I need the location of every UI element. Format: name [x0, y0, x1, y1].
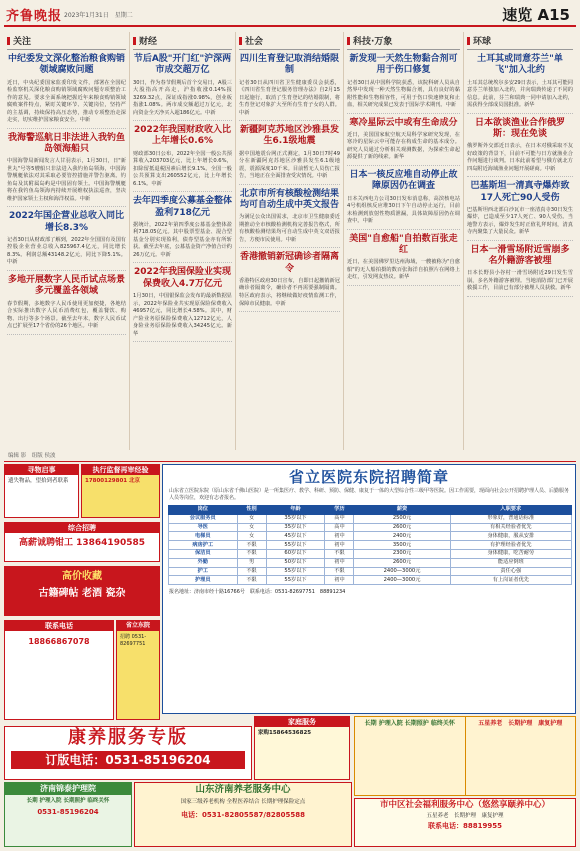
table-cell: 不限 — [237, 576, 266, 585]
table-cell: 2600元 — [354, 558, 450, 567]
article-body: 记者30日从中国科学院获悉，该院科研人员从自然界中发现一种天然生物黏合剂，具有良好的黏附性能和生物相容性，可用于伤口快速修复和止血，相关研究成果已发表于国际学术期刊。中新 — [347, 79, 460, 109]
table-cell: 不限 — [325, 567, 354, 576]
article-headline[interactable]: 寒冷星际云中或有生命成分 — [349, 117, 458, 128]
column-3 — [236, 32, 344, 450]
table-cell: 60岁以下 — [266, 549, 325, 558]
heading-marker-icon — [133, 37, 136, 45]
article-body: 近日，在美国佛罗里达州海域，一艘被称为"自愈船"的无人船拍摄的数百张海洋自拍照片在网络上走红，引发网友热议。新华 — [347, 259, 460, 281]
ad-hospital-recruitment — [162, 464, 576, 714]
ad-home-head: 家庭服务 — [255, 717, 349, 727]
article-divider — [7, 206, 126, 207]
article-body: 春节假期，多地数字人民币使用更加便捷，各地结合实际推出数字人民币消费红包，覆盖餐饮、购物、出行等多个场景。截至去年末，数字人民币试点已扩展至17个省份的26个地区。中新 — [7, 300, 126, 330]
article-divider — [239, 184, 340, 185]
table-cell: 高中 — [325, 514, 354, 523]
article-divider — [7, 128, 126, 129]
table-cell: 不限 — [237, 549, 266, 558]
newspaper-logo: 齐鲁晚报 — [6, 9, 63, 24]
fuli-phone: 联系电话：88819955 — [428, 822, 502, 831]
heading-marker-icon — [347, 37, 350, 45]
article-body: 俄罗斯外交部近日表示，在日本对俄采取不友好政策的背景下，目前不可能与日方就渔业合作问题进行谈判。日本此前希望与俄方就北方四岛附近海域渔业问题开展磋商。中新 — [467, 143, 573, 172]
ad-collect-text: 古籍碑帖 老酒 瓷杂 — [38, 587, 126, 599]
article-headline[interactable]: 日本一核反应堆自动停止故障原因仍在调查 — [349, 170, 458, 192]
ad-contact-head: 联系电话 — [5, 621, 113, 631]
article-body: 记者30日从财政部了解到，2022年全国国有及国有控股企业营业总收入825967.4亿元，同比增长8.3%。利润总额43148.2亿元，同比下降5.1%。中新 — [7, 236, 126, 266]
ad-collect-head: 高价收藏 — [62, 571, 102, 582]
table-cell: 有护理经验者优先 — [450, 541, 571, 550]
heading-marker-icon — [7, 37, 10, 45]
article-headline[interactable]: 2022年我国保险业实现保费收入4.7万亿元 — [133, 267, 232, 289]
column-heading-label: 财经 — [139, 37, 158, 47]
table-cell: 外勤 — [169, 558, 238, 567]
article-headline[interactable]: 巴基斯坦一清真寺爆炸致17人死亡90人受伤 — [470, 181, 570, 203]
table-cell: 2500元 — [354, 514, 450, 523]
table-cell: 不限 — [237, 567, 266, 576]
ad-contact-phone: 18866867078 — [28, 637, 90, 646]
ad-recruit-fitter — [4, 522, 160, 562]
article-body: 30日，作为春节假期后首个交易日，A股三大股指高开高走，沪指收涨0.14%报3269.32点，深证成指涨0.98%，创业板指涨1.08%。两市成交额超过万亿元，北向资金全天净买入超186亿元。中新 — [133, 79, 232, 116]
article-body: 据中国地震台网正式测定，1月30日7时49分在新疆阿克苏地区沙雅县发生6.1级地震，震源深度10千米。目前暂无人员伤亡报告，当地正在全面排查受灾情况。中新 — [239, 150, 340, 180]
ad-lawyer — [81, 464, 160, 518]
table-cell: 2400—3000元 — [354, 567, 450, 576]
ad-welfare-center — [354, 798, 576, 847]
heading-marker-icon — [467, 37, 470, 45]
table-cell: 形象好，普通话标准 — [450, 514, 571, 523]
article-divider — [347, 165, 460, 166]
table-cell: 35岁以下 — [266, 523, 325, 532]
article-body: 据统计，2022年第四季度公募基金整体盈利718.05亿元。其中股票型基金、混合型基金分别实现盈利，债券型基金亦有所斩获。截至去年底，公募基金资产净值合计约26万亿元。中新 — [133, 221, 232, 258]
table-cell: 2300元 — [354, 549, 450, 558]
table-cell: 45岁以下 — [266, 532, 325, 541]
article-headline[interactable]: 节后A股"开门红"沪深两市成交超万亿 — [133, 54, 232, 76]
column-2 — [130, 32, 236, 450]
ad-lost-head: 寻物启事 — [5, 465, 78, 475]
table-cell: 有相关经验者优先 — [450, 523, 571, 532]
article-divider — [467, 176, 573, 177]
kangyang-title: 康养服务专版 — [68, 727, 188, 748]
article-divider — [347, 285, 460, 286]
ad-nursing-grid — [354, 716, 576, 796]
article-headline[interactable]: 新发现一天然生物黏合剂可用于伤口修复 — [349, 54, 458, 76]
table-cell: 男 — [237, 558, 266, 567]
jinjin-title: 济南锦泰护理院 — [5, 783, 131, 795]
ad-elder-service — [134, 782, 352, 847]
article-headline[interactable]: 日本欲谈渔业合作俄罗斯：现在免谈 — [474, 117, 565, 139]
article-headline[interactable]: 2022年国企营业总收入同比增长8.3% — [8, 211, 125, 233]
ad-collect-contact — [4, 620, 114, 720]
table-row — [169, 514, 572, 523]
table-cell: 保洁员 — [169, 549, 238, 558]
column-heading-label: 环球 — [473, 37, 492, 47]
article-divider — [239, 120, 340, 121]
ad-kangyang — [4, 726, 252, 780]
ad-nursing-cell-b: 五星养老 长期护理 康复护理 — [478, 720, 563, 727]
article-divider — [347, 229, 460, 230]
column-heading — [467, 32, 573, 50]
table-cell: 护工 — [169, 567, 238, 576]
table-cell: 身体健康，吃苦耐劳 — [450, 549, 571, 558]
article-body: 香港特区政府30日宣布，自即日起撤销新冠确诊者隔离令，确诊者不再需要强制隔离。特区政府表示，将继续做好疫情监测工作，保障市民健康。中新 — [239, 277, 340, 307]
table-cell: 护理员 — [169, 576, 238, 585]
article-body: 日本长野县小谷村一滑雪场附近29日发生雪崩，多名外籍游客被埋。当地消防部门已开展救援工作，目前已有部分被埋人员获救。新华 — [467, 270, 573, 292]
table-row — [169, 576, 572, 585]
table-cell: 2400—3000元 — [354, 576, 450, 585]
ad-lost-notice — [4, 464, 79, 518]
table-header: 学历 — [325, 505, 354, 514]
article-divider — [467, 113, 573, 114]
table-cell: 女 — [237, 532, 266, 541]
article-body: 1月30日，中国银保监会发布的最新数据显示，2022年保险业共实现原保险保费收入46957亿元，同比增长4.58%。其中，财产险业务原保险保费收入12712亿元，人身险业务原保险保费收入34245亿元。新华 — [133, 292, 232, 337]
article-divider — [133, 341, 232, 342]
elder-phone: 电话：0531-82805587/82805588 — [181, 811, 305, 820]
ad-home-text: 家购15864536825 — [258, 730, 312, 736]
table-cell: 50岁以下 — [266, 558, 325, 567]
article-body: 记者30日从四川省卫生健康委员会获悉，《四川省生育登记服务管理办法》自2月15日起施行，取消了生育登记的结婚限制，将生育登记对象扩大至所有生育子女的人群。中新 — [239, 79, 340, 116]
table-cell: 不限 — [237, 541, 266, 550]
table-cell: 55岁以下 — [266, 567, 325, 576]
table-cell: 女 — [237, 514, 266, 523]
table-cell: 35岁以下 — [266, 514, 325, 523]
ad-lawyer-head: 执行监督再审经验 — [82, 465, 159, 475]
ad-lawyer-text: 17800129801 北京 — [85, 478, 141, 484]
table-cell: 2400元 — [354, 532, 450, 541]
article-body: 为满足公众出国需求，北京市卫生健康委近期推动全市核酸检测机构完善报告格式，所有核酸检测结果均可自动生成中英文双语报告，方便市民使用。中新 — [239, 214, 340, 243]
article-body: 财政部30日公布，2022年全国一般公共预算收入203703亿元，比上年增长0.6%，扣除留抵退税因素后增长9.1%。全国一般公共预算支出260552亿元，比上年增长6.1%。中新 — [133, 150, 232, 187]
column-heading — [239, 32, 340, 50]
fuli-text: 五星养老 长期护理 康复护理 — [426, 813, 504, 819]
ad-fitter-head: 综合招聘 — [5, 523, 159, 533]
jinjin-phone: 0531-85196204 — [37, 808, 99, 817]
article-headline[interactable]: 四川生育登记取消结婚限制 — [239, 54, 339, 76]
article-divider — [133, 120, 232, 121]
table-cell: 导医 — [169, 523, 238, 532]
recruit-intro: 山东省立医院东院（原山东省千佛山医院）是一所集医疗、教学、科研、预防、保健、康复于一体的大型综合性三级甲等医院。因工作需要，现面向社会公开招聘护理人员、后勤服务人员等岗位，欢迎有志者报名。 — [169, 488, 570, 501]
table-header: 入职要求 — [450, 505, 571, 514]
table-row — [169, 567, 572, 576]
article-body: 近日，美国国家航空航天局科学家研究发现，在寒冷的星际云中可能存在构成生命的基本成分。研究人员通过分析相关观测数据，为探索生命起源提供了新的线索。新华 — [347, 131, 460, 161]
table-header: 性别 — [237, 505, 266, 514]
column-5 — [464, 32, 576, 450]
column-heading-label: 科技·万象 — [353, 37, 393, 47]
editor-line: 编辑 影 组版 侯波 — [4, 452, 576, 462]
table-cell: 责任心强 — [450, 567, 571, 576]
table-cell: 初中 — [325, 541, 354, 550]
table-cell: 高中 — [325, 523, 354, 532]
masthead — [4, 3, 576, 27]
ad-hospital-small-head: 省立东院 — [117, 621, 159, 631]
elder-text: 国家三级养老机构 全程医养结合 长期护理保险定点 — [180, 799, 306, 805]
recruit-table — [168, 505, 572, 585]
table-cell: 会议服务员 — [169, 514, 238, 523]
column-heading — [347, 32, 460, 50]
column-heading — [133, 32, 232, 50]
article-body: 近日，中央纪委国家监委印发文件，部署在全国纪检监察机关深化粮食购销领域腐败问题专项整治工作的意见。要求全面系统把握近年来粮食购销领域腐败案件特点，紧盯关键环节、关键岗位，坚持严的主基调，持续保持高压态势，推动专项整治走深走实，切实维护国家粮食安全。中新 — [7, 79, 126, 124]
column-heading-label: 关注 — [13, 37, 32, 47]
table-row — [169, 558, 572, 567]
article-headline[interactable]: 香港撤销新冠确诊者隔离令 — [239, 252, 339, 274]
table-row — [169, 532, 572, 541]
table-cell: 3500元 — [354, 541, 450, 550]
kangyang-phone: 订版电话：0531-85196204 — [11, 751, 245, 769]
table-cell: 初中 — [325, 576, 354, 585]
column-4 — [344, 32, 464, 450]
section-title: 速览 A15 — [502, 6, 570, 24]
heading-marker-icon — [239, 37, 242, 45]
table-cell: 55岁以下 — [266, 541, 325, 550]
table-cell: 55岁以下 — [266, 576, 325, 585]
ad-collect — [4, 566, 160, 616]
table-header: 岗位 — [169, 505, 238, 514]
recruit-contact: 报名地址：济南市经十路16766号 联系电话：0531-82697751 88891234 — [169, 589, 346, 596]
table-header: 年龄 — [266, 505, 325, 514]
article-divider — [347, 113, 460, 114]
article-headline[interactable]: 2022年我国财政收入比上年增长0.6% — [133, 125, 232, 147]
article-divider — [467, 296, 573, 297]
article-headline[interactable]: 日本一滑雪场附近雪崩多名外籍游客被埋 — [470, 244, 570, 267]
jinjin-text: 长期 护理入院 长期照护 临终关怀 — [26, 798, 110, 804]
table-row — [169, 541, 572, 550]
table-row — [169, 549, 572, 558]
article-headline[interactable]: 我海警巡航日非法进入我钓鱼岛领海船只 — [7, 132, 125, 154]
table-cell: 初中 — [325, 532, 354, 541]
elder-title: 山东济南养老服务中心 — [195, 784, 291, 795]
article-divider — [239, 247, 340, 248]
ad-hospital-small-text: 招聘 0531-82697751 — [120, 634, 147, 647]
ad-hospital-small — [116, 620, 160, 720]
table-row — [169, 523, 572, 532]
ad-nursing-cell-a: 长期 护理入院 长期照护 临终关怀 — [355, 717, 466, 795]
article-divider — [239, 311, 340, 312]
article-headline[interactable]: 北京市所有核酸检测结果均可自动生成中英文报告 — [239, 188, 339, 211]
ads-area — [4, 464, 576, 847]
column-1 — [4, 32, 130, 450]
article-headline[interactable]: 多地开展数字人民币试点场景多元覆盖各领域 — [7, 275, 125, 297]
table-cell: 能适应倒班 — [450, 558, 571, 567]
article-divider — [467, 240, 573, 241]
article-body: 中国海警局新闻发言人甘羽表示，1月30日，日"新世丸"号等5艘船只非法进入我钓鱼岛领海，中国海警舰艇依法对其采取必要管控措施并警告驱离。钓鱼岛及其附属岛屿是中国固有领土。中国海警舰艇将在我钓鱼岛领海内持续开展维权执法巡查，坚决维护国家领土主权和海洋权益。中新 — [7, 158, 126, 202]
article-divider — [133, 191, 232, 192]
article-headline[interactable]: 土耳其或同意芬兰"单飞"加入北约 — [477, 54, 563, 76]
article-divider — [133, 262, 232, 263]
recruit-title: 省立医院东院招聘简章 — [288, 468, 449, 486]
table-cell: 女 — [237, 523, 266, 532]
ad-lost-text: 遗失物品，望拾到者联系 — [8, 478, 69, 484]
table-cell: 初中 — [325, 558, 354, 567]
article-divider — [7, 334, 126, 335]
article-body: 土耳其总统埃尔多安29日表示，土耳其可能同意芬兰单独加入北约，并向瑞典传递了不同的信息。此前，芬兰和瑞典一同申请加入北约，需获得全部成员国批准。新华 — [467, 79, 573, 109]
table-cell: 病房护工 — [169, 541, 238, 550]
ad-jinjin-nursing — [4, 782, 132, 847]
fuli-title: 市中区社会福利服务中心（悠然享颐养中心） — [379, 800, 550, 810]
ad-fitter-text: 高薪诚聘钳工 13864190585 — [18, 538, 146, 548]
article-body: 巴基斯坦西北部白沙瓦市一座清真寺30日发生爆炸，已造成至少17人死亡、90人受伤。当地警方表示，爆炸发生时正值礼拜时间，清真寺内聚集了大量民众。新华 — [467, 206, 573, 236]
article-headline[interactable]: 美国"自愈船"自拍数百张走红 — [349, 233, 458, 255]
table-cell: 电梯员 — [169, 532, 238, 541]
ad-home-service — [254, 716, 350, 780]
article-divider — [7, 270, 126, 271]
column-heading — [7, 32, 126, 50]
article-headline[interactable]: 中纪委发文深化整治粮食购销领域腐败问题 — [7, 54, 125, 76]
table-cell: 不限 — [325, 549, 354, 558]
table-cell: 2600元 — [354, 523, 450, 532]
table-cell: 有上岗证者优先 — [450, 576, 571, 585]
issue-date: 2023年1月31日 星期二 — [64, 12, 133, 19]
table-header: 薪资 — [354, 505, 450, 514]
column-heading-label: 社会 — [245, 37, 264, 47]
article-headline[interactable]: 去年四季度公募基金整体盈利718亿元 — [133, 196, 233, 218]
article-body: 日本关西电力公司30日发布消息称，高滨核电站4号机组核反应堆30日下午自动停止运行，目前未检测到放射性物质泄漏，具体故障原因仍在调查中。中新 — [347, 195, 460, 225]
table-cell: 身体健康，服从安排 — [450, 532, 571, 541]
article-headline[interactable]: 新疆阿克苏地区沙雅县发生6.1级地震 — [239, 125, 339, 147]
